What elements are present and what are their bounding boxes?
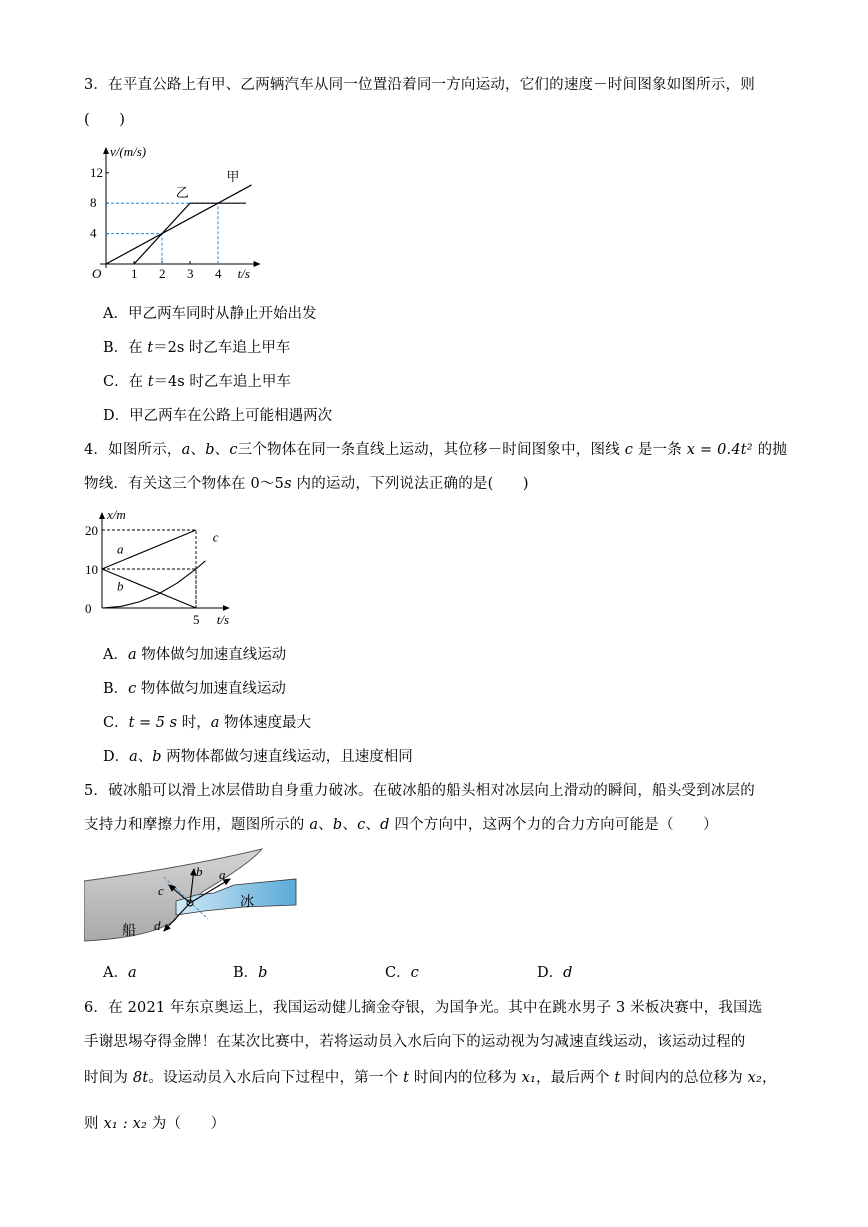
q4-option-d[interactable] xyxy=(103,745,413,766)
q4-var-c: c xyxy=(229,442,238,458)
q4-opt-var: a xyxy=(127,647,137,663)
origin-label: O xyxy=(92,266,102,281)
y-axis-label: x/m xyxy=(107,507,126,522)
series-line-1 xyxy=(134,203,246,264)
q4-opt-text: 、 xyxy=(137,749,153,765)
q4-text: 内的运动，下列说法正确的是( ) xyxy=(291,476,529,492)
y-tick-label: 20 xyxy=(85,523,98,538)
q4-text: 物线．有关这三个物体在 0～5 xyxy=(84,476,285,492)
q3-option-c-var: t xyxy=(147,374,154,390)
q5-opt-text: C． xyxy=(385,965,411,981)
q5-opt-text: D． xyxy=(537,965,564,981)
q6-var: t xyxy=(614,1070,621,1086)
q5-var: d xyxy=(380,817,390,833)
q5-sep: 、 xyxy=(318,817,333,833)
ship-label: 船 xyxy=(122,924,136,939)
q4-opt-text: B． xyxy=(103,681,129,697)
q6-var: 8t xyxy=(132,1070,149,1086)
q5-option-b[interactable] xyxy=(233,961,267,982)
q3-stem-line1: 3．在平直公路上有甲、乙两辆汽车从同一位置沿着同一方向运动，它们的速度－时间图象如图所示，则 xyxy=(84,77,755,93)
q4-option-c[interactable] xyxy=(103,711,311,732)
q5-text: 支持力和摩擦力作用，题图所示的 xyxy=(84,817,310,833)
q5-text: 四个方向中，这两个力的合力方向可能是（ ） xyxy=(389,817,718,833)
q4-displacement-time-graph xyxy=(84,507,244,632)
q5-sep: 、 xyxy=(342,817,358,833)
q5-stem-line2 xyxy=(84,813,718,834)
q5-var: b xyxy=(332,817,343,833)
y-tick-label: 0 xyxy=(85,601,92,616)
x-tick-label: 3 xyxy=(187,266,194,281)
q6-stem-line3 xyxy=(84,1066,777,1087)
q6-var: x₁ : x₂ xyxy=(103,1116,147,1132)
q4-stem-line2 xyxy=(84,472,529,493)
q6-text: 。设运动员入水后向下过程中，第一个 xyxy=(148,1070,404,1086)
q4-option-a[interactable] xyxy=(103,643,286,664)
q6-text: ，最后两个 xyxy=(536,1070,615,1086)
q4-text: 的抛 xyxy=(752,442,788,458)
q4-text: 三个物体在同一条直线上运动，其位移－时间图象中，图线 xyxy=(237,442,625,458)
q4-option-b[interactable] xyxy=(103,677,286,698)
q4-opt-text: D． xyxy=(103,749,130,765)
x-axis-label: t/s xyxy=(216,612,230,627)
q5-opt-var: a xyxy=(127,965,137,981)
q4-unit: s xyxy=(284,476,292,492)
q4-opt-text: 两物体都做匀速直线运动，且速度相同 xyxy=(161,749,413,765)
q6-stem-line4 xyxy=(84,1112,225,1133)
q4-opt-text: C． xyxy=(103,715,129,731)
q6-text: 时间内的总位移为 xyxy=(620,1070,748,1086)
q4-stem-line1 xyxy=(84,438,787,459)
q6-text: 为（ ） xyxy=(147,1116,226,1132)
q5-var: a xyxy=(309,817,319,833)
q4-var-b: b xyxy=(205,442,215,458)
q4-sep: 、 xyxy=(190,442,206,458)
q5-opt-var: c xyxy=(410,965,419,981)
q4-opt-text: A． xyxy=(103,647,128,663)
q4-opt-var: c xyxy=(128,681,137,697)
q4-formula: x = 0.4t² xyxy=(686,442,753,458)
q5-option-d[interactable] xyxy=(537,961,572,982)
q4-opt-text: 时， xyxy=(177,715,211,731)
q5-opt-var: d xyxy=(563,965,573,981)
series-label-a: a xyxy=(117,541,124,557)
q5-opt-text: B． xyxy=(233,965,259,981)
q4-var-c: c xyxy=(624,442,634,458)
q5-var: c xyxy=(357,817,366,833)
y-axis-label: v/(m/s) xyxy=(110,144,147,159)
q3-option-c-post: ＝4s 时乙车追上甲车 xyxy=(153,374,291,390)
q4-opt-text: 物体速度最大 xyxy=(219,715,311,731)
ice-label: 冰 xyxy=(240,895,254,910)
series-label-jia: 甲 xyxy=(226,168,240,184)
q6-stem-line2: 手谢思埸夺得金牌！在某次比赛中，若将运动员入水后向下的运动视为匀减速直线运动，该运动过程的 xyxy=(84,1034,746,1050)
y-tick-label: 12 xyxy=(90,164,103,180)
q4-opt-text: 物体做匀加速直线运动 xyxy=(136,647,287,663)
q3-option-b[interactable] xyxy=(103,336,290,357)
x-tick-label: 5 xyxy=(193,612,200,627)
q3-option-b-var: t xyxy=(147,340,154,356)
q4-opt-var: t = 5 s xyxy=(128,715,178,731)
q4-opt-var: a xyxy=(210,715,220,731)
q4-opt-text: 物体做匀加速直线运动 xyxy=(136,681,286,697)
q5-stem-line1: 5．破冰船可以滑上冰层借助自身重力破冰。在破冰船的船头相对冰层向上滑动的瞬间，船头受到冰层的 xyxy=(84,783,755,799)
q5-opt-var: b xyxy=(258,965,268,981)
q6-text: 则 xyxy=(84,1116,104,1132)
arrow-label-d: d xyxy=(154,918,161,933)
q6-text: 时间内的位移为 xyxy=(409,1070,522,1086)
x-axis-label: t/s xyxy=(237,266,250,281)
q6-stem-line1: 6．在 2021 年东京奥运上，我国运动健儿摘金夺银，为国争光。其中在跳水男子 3 米板决赛中，我国选 xyxy=(84,1000,763,1016)
q5-sep: 、 xyxy=(365,817,381,833)
q3-option-c[interactable] xyxy=(103,370,291,391)
q3-option-d[interactable]: D．甲乙两车在公路上可能相遇两次 xyxy=(103,408,333,424)
q4-sep: 、 xyxy=(214,442,230,458)
q6-text: 时间为 xyxy=(84,1070,133,1086)
q6-var: t xyxy=(403,1070,410,1086)
q5-option-c[interactable] xyxy=(385,961,419,982)
q3-option-b-pre: B．在 xyxy=(103,340,148,356)
q5-option-a[interactable] xyxy=(103,961,137,982)
series-label-b: b xyxy=(117,578,124,594)
x-tick-label: 1 xyxy=(131,266,138,281)
arrow-label-c: c xyxy=(158,883,164,898)
q5-icebreaker-diagram xyxy=(84,843,314,948)
q3-option-a[interactable]: A．甲乙两车同时从静止开始出发 xyxy=(103,306,317,322)
q4-opt-var: b xyxy=(152,749,162,765)
q3-option-b-post: ＝2s 时乙车追上甲车 xyxy=(153,340,291,356)
q4-text: 4．如图所示， xyxy=(84,442,182,458)
q4-text: 是一条 xyxy=(633,442,687,458)
arrow-label-a: a xyxy=(219,867,226,882)
arrow-label-b: b xyxy=(196,864,203,879)
q6-var: x₁ xyxy=(521,1070,537,1086)
x-tick-label: 4 xyxy=(215,266,222,281)
q3-option-c-pre: C．在 xyxy=(103,374,148,390)
q4-opt-var: a xyxy=(129,749,138,765)
q3-velocity-time-graph xyxy=(84,142,284,282)
q4-var-a: a xyxy=(181,442,191,458)
q3-answer-paren: ( ) xyxy=(84,112,126,128)
y-tick-label: 8 xyxy=(90,195,97,211)
q5-opt-text: A． xyxy=(103,965,128,981)
series-label-c: c xyxy=(212,529,219,545)
x-tick-label: 2 xyxy=(159,266,166,281)
y-tick-label: 10 xyxy=(85,562,98,577)
q6-text: ， xyxy=(762,1070,777,1086)
series-label-yi: 乙 xyxy=(175,184,189,200)
y-tick-label: 4 xyxy=(90,225,97,241)
q6-var: x₂ xyxy=(747,1070,762,1086)
